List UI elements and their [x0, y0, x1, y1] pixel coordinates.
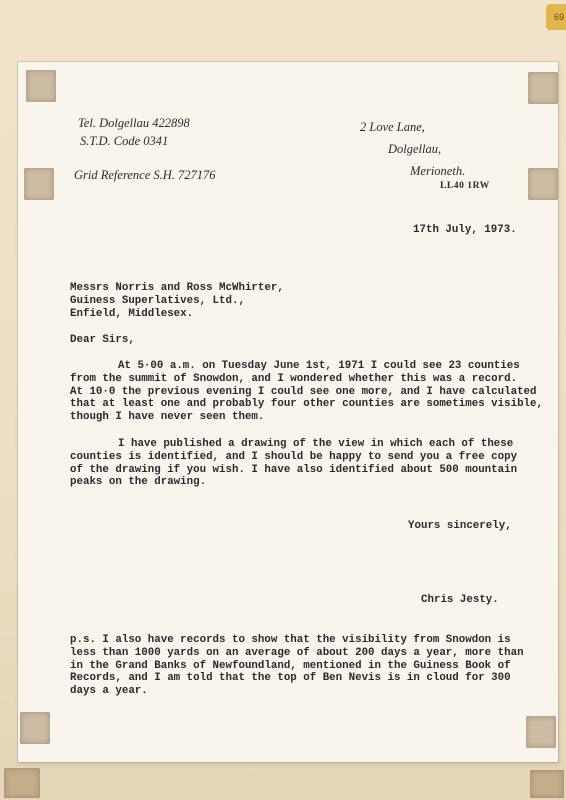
postscript-line: p.s. I also have records to show that the visibility from Snowdon is	[70, 634, 511, 646]
postscript-line: Records, and I am told that the top of Ben Nevis is in cloud for 300	[70, 672, 511, 685]
address-line-2: Dolgellau,	[388, 142, 442, 156]
paragraph-1-line: that at least one and probably four other counties are sometimes visible,	[70, 398, 543, 411]
postscript	[70, 634, 524, 698]
tape-mark-lower-left	[4, 768, 40, 798]
recipient-line-3: Enfield, Middlesex.	[70, 307, 194, 320]
recipient-line-1: Messrs Norris and Ross McWhirter,	[70, 282, 284, 294]
letter-date: 17th July, 1973.	[413, 224, 517, 236]
page-number-tab: 69	[546, 4, 566, 30]
salutation: Dear Sirs,	[70, 334, 135, 346]
tape-corner-top-right	[528, 72, 558, 104]
grid-reference-line: Grid Reference S.H. 727176	[74, 168, 216, 182]
tape-mark-lower-right	[530, 770, 564, 798]
std-code-line: S.T.D. Code 0341	[80, 134, 169, 148]
recipient-address	[70, 282, 284, 320]
signature: Chris Jesty.	[421, 594, 499, 606]
tape-corner-bottom-right	[526, 716, 556, 748]
tape-corner-bottom-left	[20, 712, 50, 744]
paragraph-1-line: At 5·00 a.m. on Tuesday June 1st, 1971 I could see 23 counties	[118, 360, 520, 372]
postscript-line: less than 1000 yards on an average of about 200 days a year, more than	[70, 646, 524, 659]
letter-sheet	[18, 62, 558, 762]
tape-mark-left	[24, 168, 54, 200]
postscript-line: days a year.	[70, 685, 148, 698]
paragraph-1-line: from the summit of Snowdon, and I wondered whether this was a record.	[70, 372, 518, 385]
paragraph-2-line: counties is identified, and I should be happy to send you a free copy	[70, 450, 518, 463]
address-line-3: Merioneth.	[410, 164, 466, 178]
paragraph-2-line: I have published a drawing of the view in which each of these	[118, 438, 514, 450]
postcode: LL40 1RW	[440, 180, 490, 191]
paragraph-2-line: peaks on the drawing.	[70, 476, 207, 489]
postscript-line: in the Grand Banks of Newfoundland, mentioned in the Guiness Book of	[70, 659, 511, 672]
paragraph-1-line: though I have never seen them.	[70, 411, 265, 424]
paragraph-2-line: of the drawing if you wish. I have also identified about 500 mountain	[70, 463, 518, 476]
address-line-1: 2 Love Lane,	[360, 120, 425, 134]
paragraph-1-line: At 10·0 the previous evening I could see one more, and I have calculated	[70, 385, 537, 398]
paragraph-2	[70, 438, 517, 489]
closing: Yours sincerely,	[408, 520, 512, 532]
recipient-line-2: Guiness Superlatives, Ltd.,	[70, 294, 245, 307]
telephone-line: Tel. Dolgellau 422898	[78, 116, 190, 130]
tape-mark-right	[528, 168, 558, 200]
tape-corner-top-left	[26, 70, 56, 102]
paragraph-1	[70, 360, 543, 424]
